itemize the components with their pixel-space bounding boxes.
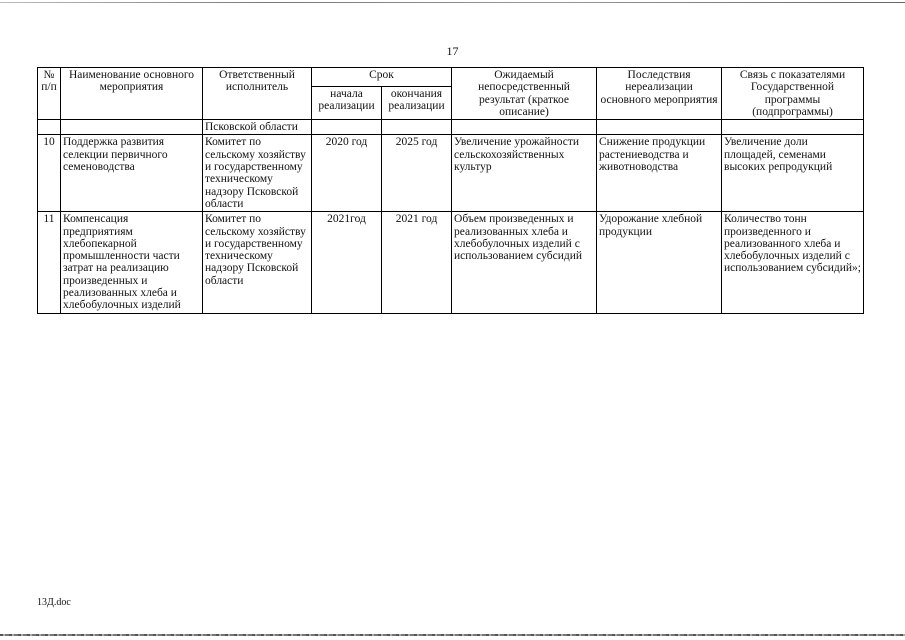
header-expected-result: Ожидаемый непосредственный результат (краткое описание) (452, 68, 597, 120)
cell-end: 2025 год (382, 135, 452, 212)
cell-start: 2020 год (312, 135, 382, 212)
table-row (38, 212, 864, 313)
cell-responsible: Комитет по сельскому хозяйству и государственному техническому надзору Псковской области (203, 212, 312, 313)
page-number: 17 (446, 44, 459, 58)
cell-consequences (597, 120, 722, 135)
cell-consequences: Удорожание хлебной продукции (597, 212, 722, 313)
cell-link: Количество тонн произведенного и реализованного хлеба и хлебобулочных изделий с использованием субсидий»; (722, 212, 864, 313)
cell-name: Поддержка развития селекции первичного семеноводства (61, 135, 203, 212)
table-row (38, 135, 864, 212)
header-responsible: Ответственный исполнитель (203, 68, 312, 120)
cell-result: Увеличение урожайности сельскохозяйственных культур (452, 135, 597, 212)
cell-name (61, 120, 203, 135)
header-link: Связь с показателями Государственной программы (подпрограммы) (722, 68, 864, 120)
cell-consequences: Снижение продукции растениеводства и животноводства (597, 135, 722, 212)
cell-link (722, 120, 864, 135)
cell-result (452, 120, 597, 135)
header-row (38, 68, 864, 87)
header-term: Срок (312, 68, 452, 87)
header-num: № п/п (38, 68, 61, 120)
cell-end (382, 120, 452, 135)
footer-filename: 13Д.doc (37, 597, 71, 608)
cell-end: 2021 год (382, 212, 452, 313)
cell-num (38, 120, 61, 135)
cell-responsible: Комитет по сельскому хозяйству и государственному техническому надзору Псковской области (203, 135, 312, 212)
cell-start (312, 120, 382, 135)
cell-result: Объем произведенных и реализованных хлеба и хлебобулочных изделий с использованием субсидий (452, 212, 597, 313)
scan-edge-top (0, 2, 905, 3)
header-name: Наименование основного мероприятия (61, 68, 203, 120)
cell-name: Компенсация предприятиям хлебопекарной промышленности части затрат на реализацию произведенных и реализованных хлеба и хлебобулочных изделий (61, 212, 203, 313)
measures-table (37, 67, 864, 314)
header-term-end: окончания реализации (382, 86, 452, 120)
header-term-start: начала реализации (312, 86, 382, 120)
cell-start: 2021год (312, 212, 382, 313)
table-row (38, 120, 864, 135)
cell-responsible: Псковской области (203, 120, 312, 135)
cell-num: 10 (38, 135, 61, 212)
cell-link: Увеличение доли площадей, семенами высоких репродукций (722, 135, 864, 212)
header-consequences: Последствия нереализации основного мероприятия (597, 68, 722, 120)
cell-num: 11 (38, 212, 61, 313)
scan-edge-bottom (0, 634, 905, 636)
